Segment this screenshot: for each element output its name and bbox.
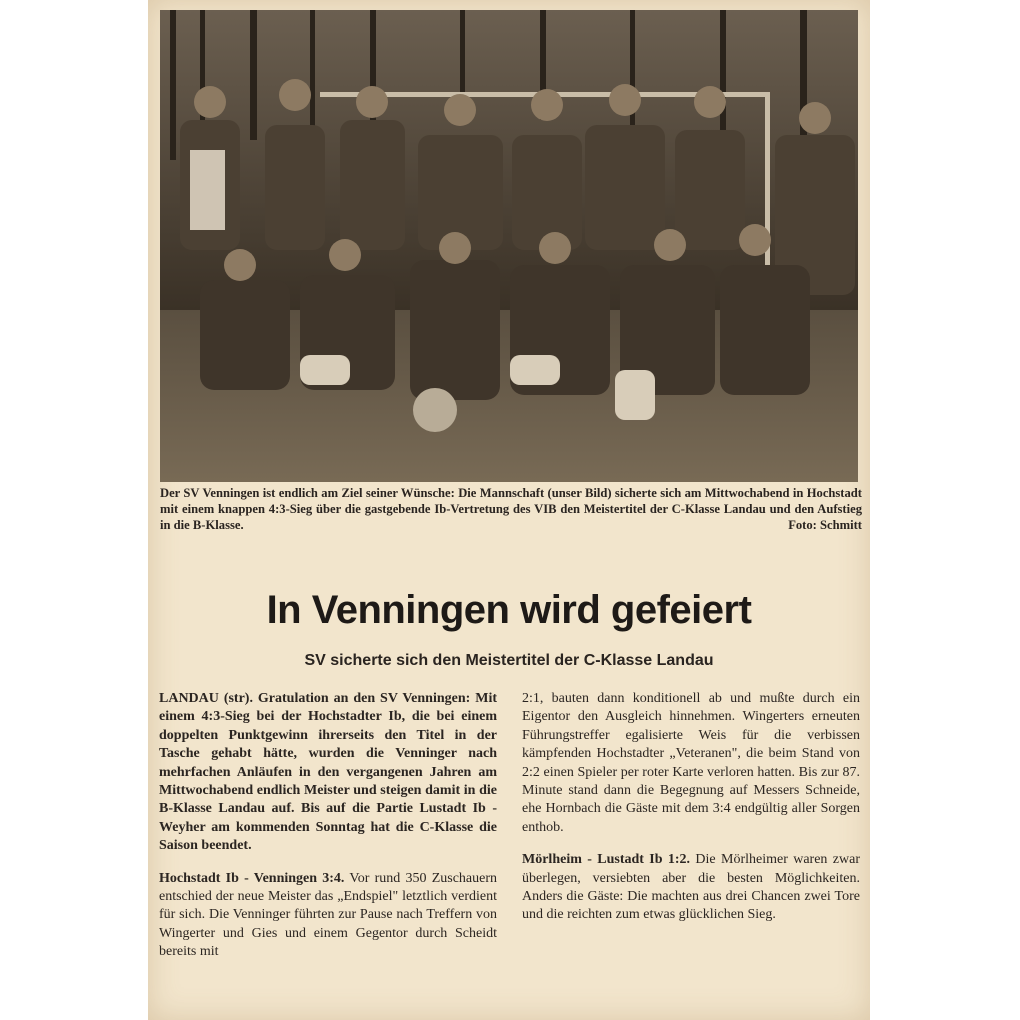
- match2-paragraph: [522, 851, 860, 925]
- subheadline: SV sicherte sich den Meistertitel der C-Klasse Landau: [304, 652, 714, 669]
- match1-continuation: 2:1, bauten dann konditionell ab und mußte durch ein Eigentor den Ausgleich hinnehmen. Wingerters erneuten Führungstreffer egalisierte Weis für die verbissen kämpfenden Hochstadter „Veteranen", die beim Stand von 2:2 einen Spieler per roter Karte verloren hatten. Bis zur 87. Minute stand dann die Begegnung auf Messers Schneide, ehe Hornbach die Gäste mit dem 3:4 endgültig aller Sorgen enthob.: [522, 691, 860, 835]
- caption-text: Der SV Venningen ist endlich am Ziel seiner Wünsche: Die Mannschaft (unser Bild) sicherte sich am Mittwochabend in Hochstadt mit einem knappen 4:3-Sieg über die gastgebende Ib-Vertretung des VIB den Meistertitel der C-Klasse Landau und den Aufstieg in die B-Klasse.: [160, 486, 862, 532]
- match1-lead: Hochstadt Ib - Venningen 3:4.: [159, 870, 345, 886]
- photo-caption: [160, 485, 862, 533]
- headline: In Venningen wird gefeiert: [266, 588, 752, 632]
- newspaper-clipping: [148, 0, 870, 1020]
- article-column-right: [522, 690, 860, 939]
- team-photo-icon: [160, 10, 858, 482]
- match1-paragraph: [159, 870, 497, 962]
- match1-text: Vor rund 350 Zuschauern entschied der neue Meister das „Endspiel" letztlich verdient für sich. Die Venninger führten zur Pause nach Treffern von Wingerter und Gies und einem Gegentor durch Scheidt bereits mit: [159, 870, 498, 960]
- match2-text: Die Mörlheimer waren zwar überlegen, versiebten aber die besten Möglichkeiten. Anders die Gäste: Die machten aus drei Chancen zwei Tore und die reichten zum etwas glücklichen Sieg.: [522, 852, 860, 923]
- photo-credit: Foto: Schmitt: [788, 518, 862, 532]
- article-intro: LANDAU (str). Gratulation an den SV Venningen: Mit einem 4:3-Sieg bei der Hochstadter Ib, die bei einem doppelten Punktgewinn ihrerseits den Titel in der Tasche gehabt hätte, wurden die Venninger nach mehrfachen Anläufen in den vergangenen Jahren am Mittwochabend endlich Meister und steigen damit in die B-Klasse Landau auf. Bis auf die Partie Lustadt Ib - Weyher am kommenden Sonntag hat die C-Klasse die Saison beendet.: [159, 691, 497, 854]
- article-column-left: [159, 690, 497, 976]
- team-photo: [160, 10, 858, 482]
- match2-lead: Mörlheim - Lustadt Ib 1:2.: [522, 852, 691, 868]
